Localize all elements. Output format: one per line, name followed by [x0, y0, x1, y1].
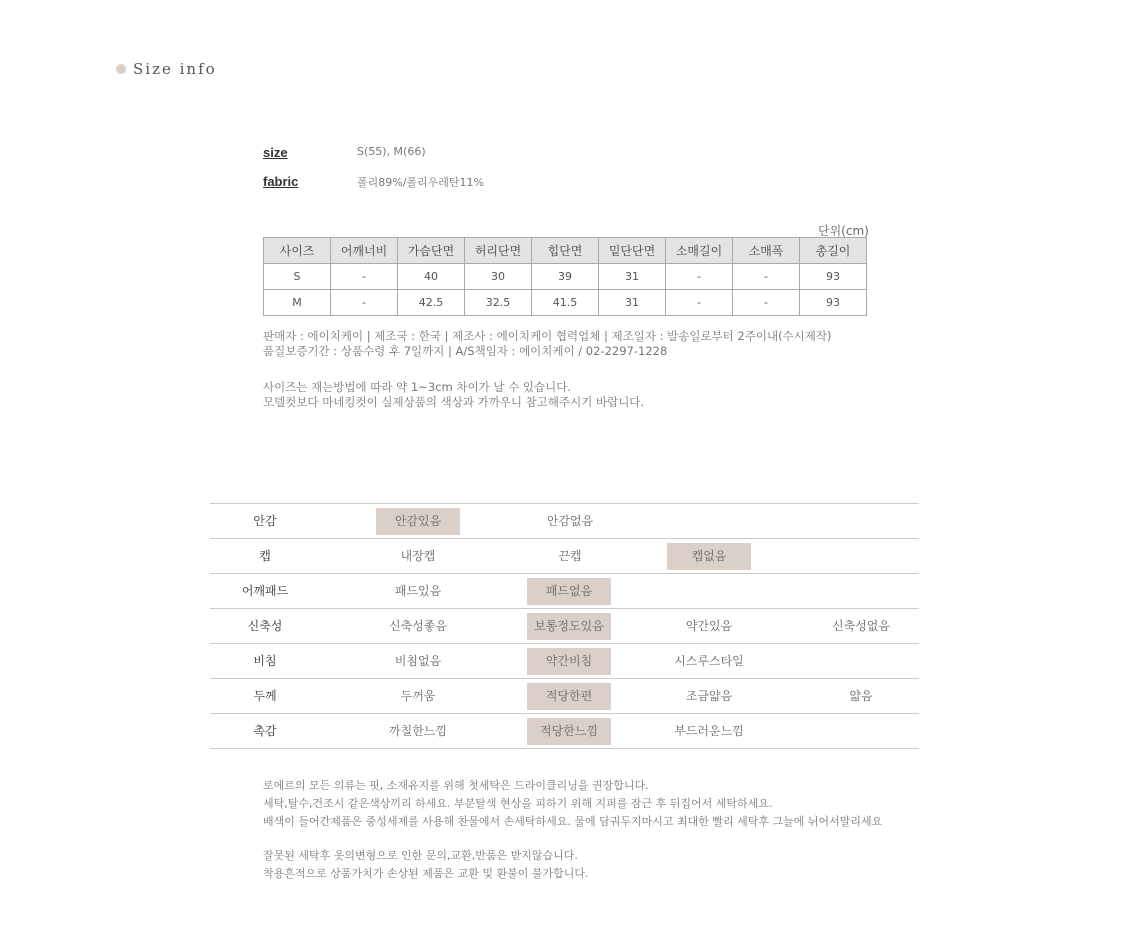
care-notes — [263, 777, 882, 831]
attr-option-selected: 캡없음 — [667, 543, 751, 570]
attr-option-selected: 패드없음 — [527, 578, 611, 605]
table-cell: - — [331, 264, 398, 290]
table-cell: 93 — [800, 264, 867, 290]
table-cell: S — [264, 264, 331, 290]
attr-option-selected: 적당한느낌 — [527, 718, 611, 745]
spec-value: S(55), M(66) — [357, 145, 426, 158]
table-cell: 42.5 — [398, 290, 465, 316]
attr-option: 까칠한느낌 — [389, 724, 447, 738]
attr-option: 시스루스타일 — [674, 654, 744, 668]
attr-row-sheerness — [210, 644, 919, 679]
spec-label: fabric — [263, 174, 299, 189]
attr-row-elasticity — [210, 609, 919, 644]
attr-label: 캡 — [259, 549, 271, 563]
seller-info-line: 품질보증기간 : 상품수령 후 7일까지 | A/S책임자 : 에이치케이 / 02-2297-1228 — [263, 344, 668, 358]
table-cell: 39 — [532, 264, 599, 290]
table-header-cell: 사이즈 — [264, 238, 331, 264]
table-row — [264, 264, 867, 290]
table-cell: 41.5 — [532, 290, 599, 316]
section-header — [116, 60, 217, 78]
table-header-cell: 소매폭 — [733, 238, 800, 264]
attr-option: 부드러운느낌 — [674, 724, 744, 738]
return-notes — [263, 847, 589, 883]
size-note-line: 사이즈는 재는방법에 따라 약 1~3cm 차이가 날 수 있습니다. — [263, 380, 571, 394]
table-cell: - — [666, 264, 733, 290]
attr-label: 어깨패드 — [241, 584, 289, 598]
spec-row-fabric — [263, 174, 484, 190]
table-cell: 31 — [599, 290, 666, 316]
table-cell: 93 — [800, 290, 867, 316]
unit-label: 단위(cm) — [818, 224, 869, 238]
table-header-cell: 총길이 — [800, 238, 867, 264]
spec-row-size — [263, 145, 426, 160]
table-cell: 40 — [398, 264, 465, 290]
table-cell: 31 — [599, 264, 666, 290]
size-notes — [263, 380, 644, 410]
attr-option: 내장캡 — [400, 549, 436, 563]
attr-row-thickness — [210, 679, 919, 714]
attr-row-cup — [210, 539, 919, 574]
attr-label: 안감 — [253, 514, 277, 528]
table-header-cell: 어깨너비 — [331, 238, 398, 264]
bullet-dot-icon — [116, 64, 126, 74]
table-cell: - — [733, 264, 800, 290]
attr-option: 신축성없음 — [832, 619, 890, 633]
attr-option: 얇음 — [849, 689, 873, 703]
attr-label: 비침 — [253, 654, 277, 668]
care-note-line: 배색이 들어간제품은 중성세제를 사용해 찬물에서 손세탁하세요. 물에 담궈두지마시고 최대한 빨리 세탁후 그늘에 뉘어서말리세요 — [263, 815, 883, 828]
return-note-line: 착용흔적으로 상품가치가 손상된 제품은 교환 및 환불이 불가합니다. — [263, 867, 589, 880]
table-cell: 32.5 — [465, 290, 532, 316]
attr-option-selected: 약간비침 — [527, 648, 611, 675]
attr-option: 끈캡 — [558, 549, 582, 563]
spec-label: size — [263, 145, 288, 160]
attr-option-selected: 적당한편 — [527, 683, 611, 710]
care-note-line: 로에르의 모든 의류는 핏, 소재유지를 위해 첫세탁은 드라이클리닝을 권장합니다. — [263, 779, 649, 792]
attr-row-shoulder-pad — [210, 574, 919, 609]
attr-option: 약간있음 — [685, 619, 733, 633]
spec-value: 폴리89%/폴리우레탄11% — [357, 176, 484, 189]
seller-info — [263, 329, 831, 359]
table-header-cell: 가슴단면 — [398, 238, 465, 264]
attr-option: 안감없음 — [546, 514, 594, 528]
table-cell: - — [733, 290, 800, 316]
attr-label: 두께 — [253, 689, 277, 703]
table-cell: - — [666, 290, 733, 316]
attr-option: 두꺼움 — [400, 689, 436, 703]
table-header-cell: 밑단단면 — [599, 238, 666, 264]
return-note-line: 잘못된 세탁후 옷의변형으로 인한 문의,교환,반품은 받지않습니다. — [263, 849, 578, 862]
attribute-table — [210, 503, 919, 749]
attr-option: 신축성좋음 — [389, 619, 447, 633]
table-row — [264, 290, 867, 316]
size-table — [263, 237, 867, 316]
attr-option: 패드있음 — [394, 584, 442, 598]
size-table-header-row — [264, 238, 867, 264]
size-note-line: 모델컷보다 마네킹컷이 실제상품의 색상과 가까우니 참고해주시기 바랍니다. — [263, 395, 645, 409]
table-cell: 30 — [465, 264, 532, 290]
attr-row-lining — [210, 504, 919, 539]
table-header-cell: 소매길이 — [666, 238, 733, 264]
attr-label: 촉감 — [253, 724, 277, 738]
attr-row-texture — [210, 714, 919, 749]
care-note-line: 세탁,탈수,건조시 같은색상끼리 하세요. 부분탈색 현상을 피하기 위해 지퍼를 잠근 후 뒤집어서 세탁하세요. — [263, 797, 773, 810]
table-cell: M — [264, 290, 331, 316]
attr-option-selected: 안감있음 — [376, 508, 460, 535]
attr-label: 신축성 — [247, 619, 283, 633]
table-header-cell: 힙단면 — [532, 238, 599, 264]
attr-option-selected: 보통정도있음 — [527, 613, 611, 640]
table-header-cell: 허리단면 — [465, 238, 532, 264]
table-cell: - — [331, 290, 398, 316]
attr-option: 조금얇음 — [685, 689, 733, 703]
seller-info-line: 판매자 : 에이치케이 | 제조국 : 한국 | 제조사 : 에이치케이 협력업체 | 제조일자 : 발송일로부터 2주이내(수시제작) — [263, 329, 832, 343]
section-title: Size info — [133, 60, 217, 78]
attr-option: 비침없음 — [394, 654, 442, 668]
